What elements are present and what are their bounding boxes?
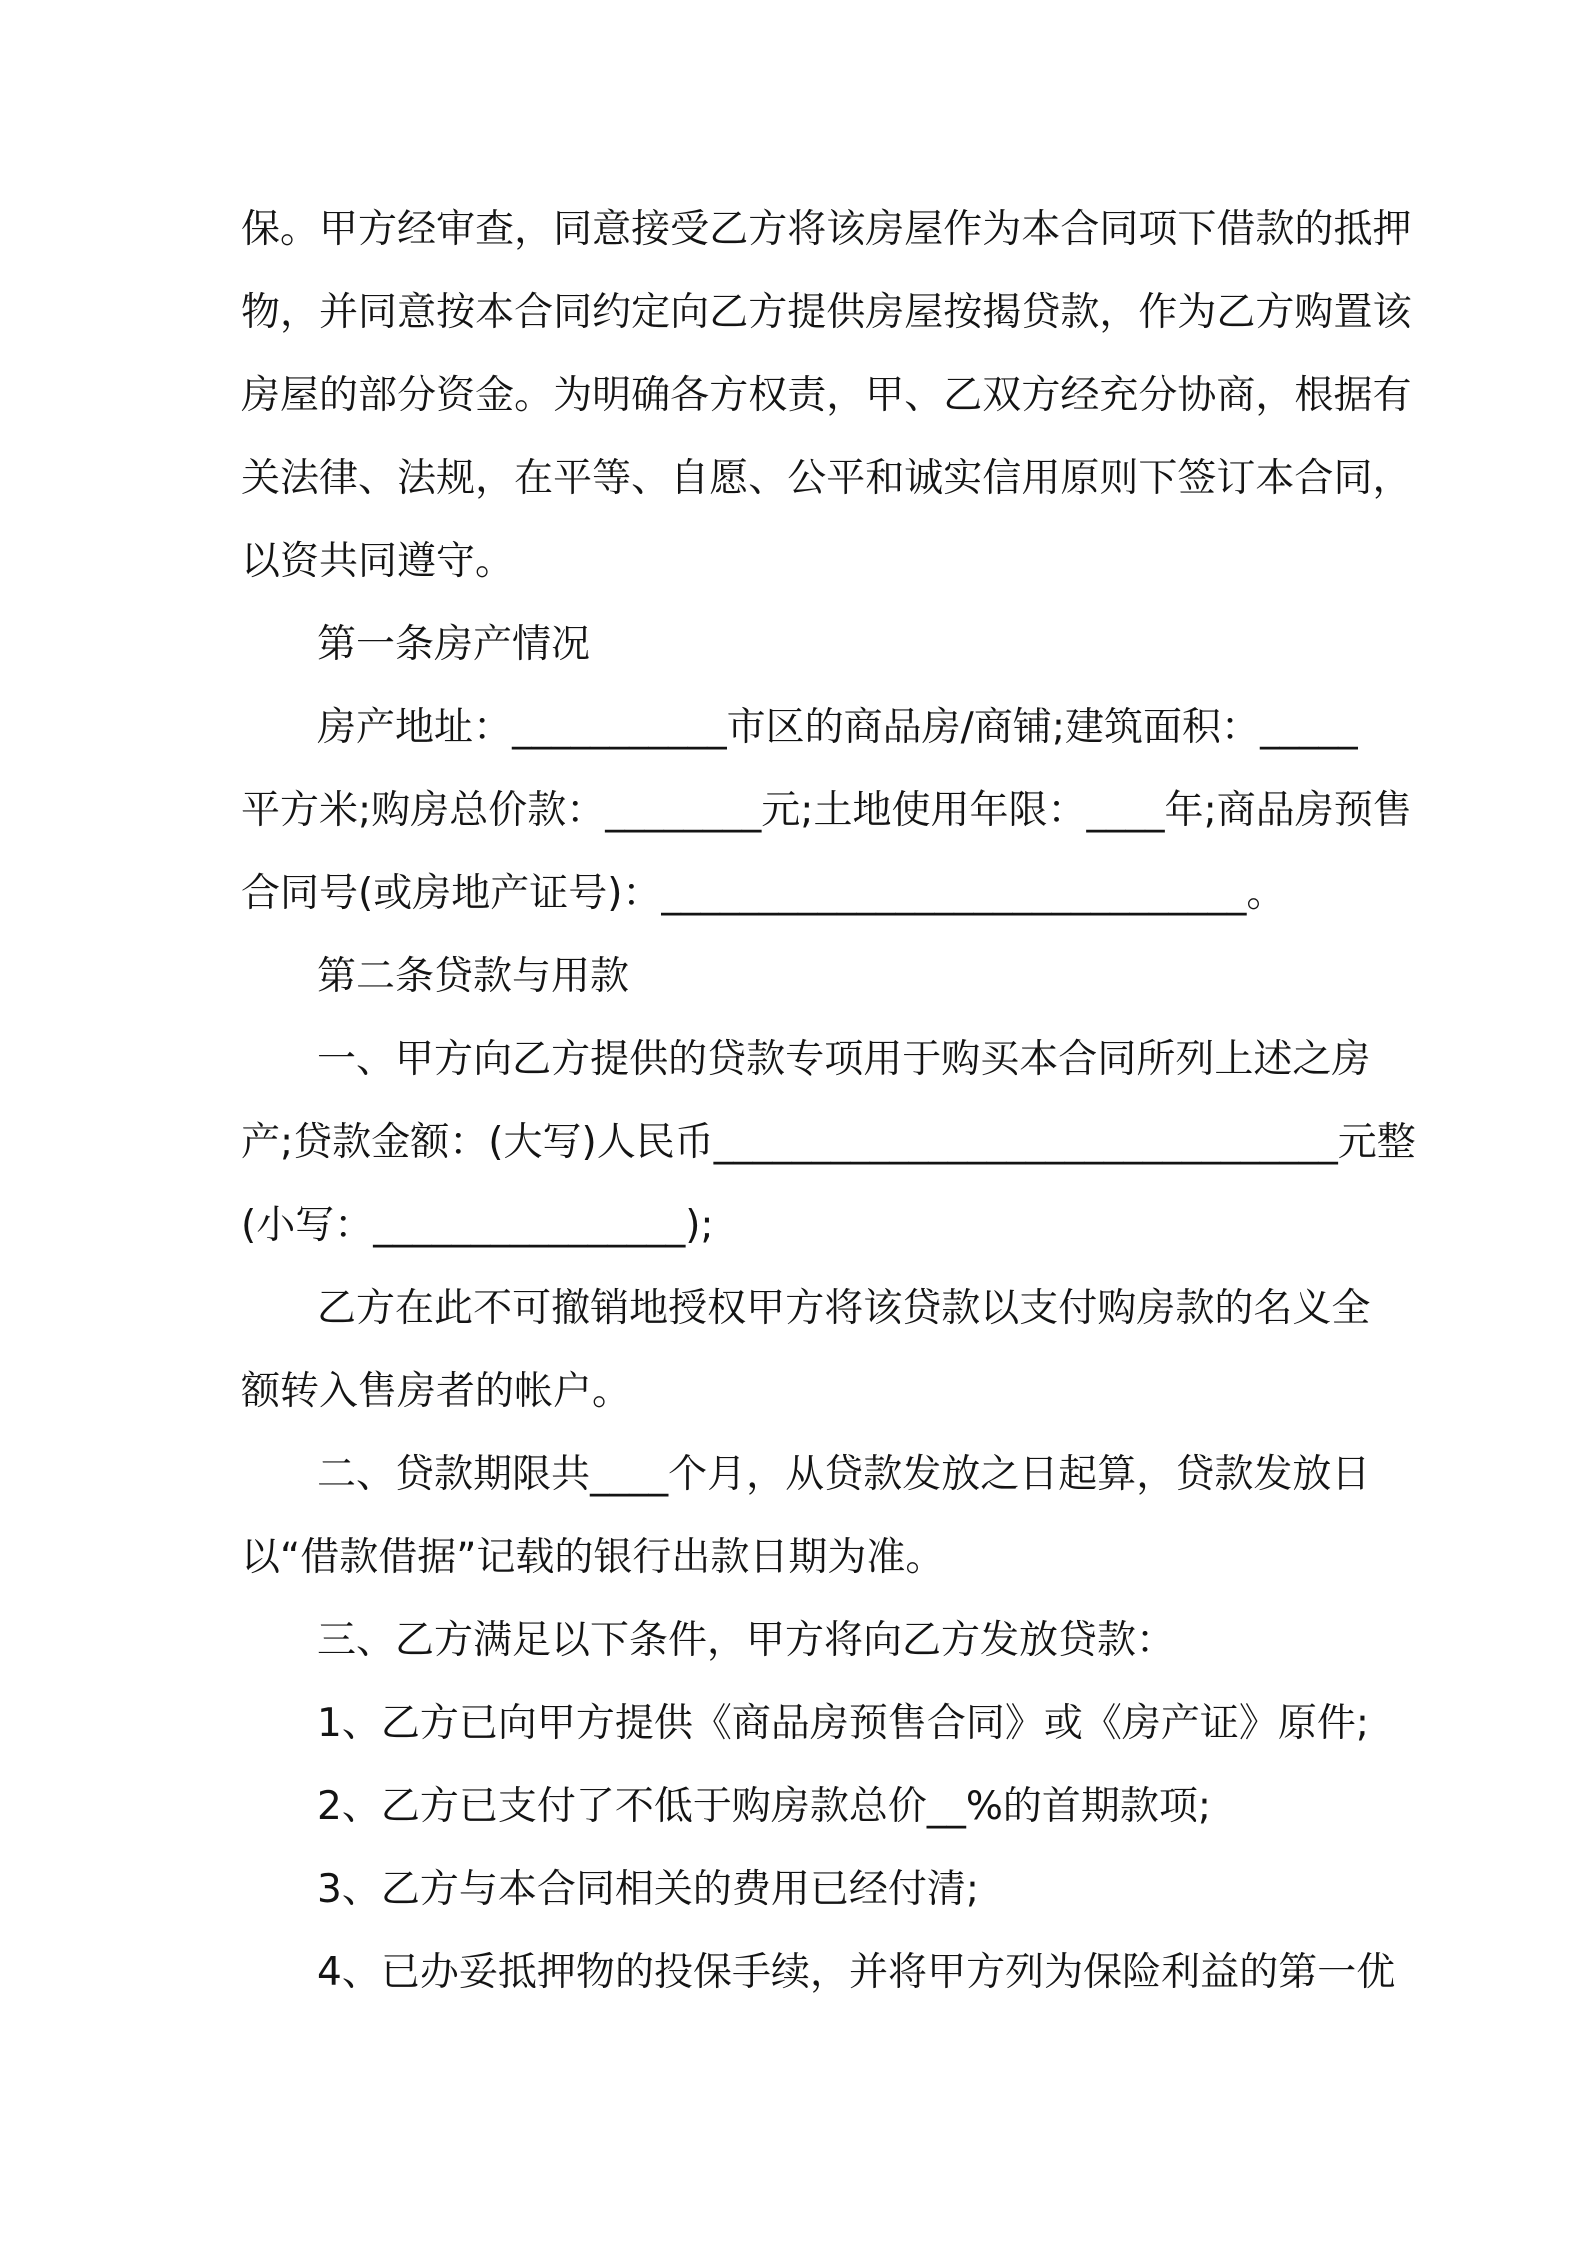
- text-line: 额转入售房者的帐户。: [241, 1369, 632, 1414]
- document-page: [241, 188, 1416, 2014]
- text-line: 以“借款借据”记载的银行出款日期为准。: [241, 1535, 945, 1580]
- text-line: 房 屋 的 部 分 资 金 。 为 明 确 各 方 权 责 ， 甲 、 乙 双 方 经 充 分 协 商 ， 根 据 有: [241, 373, 1412, 418]
- text-line: (小写：________________);: [241, 1203, 714, 1248]
- text-line: 2、乙方已支付了不低于购房款总价__%的首期款项;: [317, 1784, 1212, 1829]
- text-line: 第一条房产情况: [317, 622, 591, 667]
- text-line: 1、乙方已向甲方提供《商品房预售合同》或《房产证》原件;: [317, 1701, 1369, 1746]
- text-line: 3、乙方与本合同相关的费用已经付清;: [317, 1867, 979, 1912]
- text-line: 关 法 律 、 法 规 ， 在 平 等 、 自 愿 、 公 平 和 诚 实 信 用 原 则 下 签 订 本 合 同 ，: [241, 456, 1412, 501]
- text-line: 产 ; 贷 款 金 额 ： ( 大 写 ) 人 民 币 ________________________________ 元 整: [241, 1120, 1416, 1165]
- text-line: 乙 方 在 此 不 可 撤 销 地 授 权 甲 方 将 该 贷 款 以 支 付 购 房 款 的 名 义 全: [317, 1286, 1371, 1331]
- text-line: 合同号(或房地产证号)：______________________________。: [241, 871, 1286, 916]
- text-line: 房 产 地 址 ： ___________ 市 区 的 商 品 房 / 商 铺 ; 建 筑 面 积 ： _____: [317, 705, 1358, 750]
- text-line: 平 方 米 ; 购 房 总 价 款 ： ________ 元 ; 土 地 使 用 年 限 ： ____ 年 ; 商 品 房 预 售: [241, 788, 1412, 833]
- text-line: 以资共同遵守。: [241, 539, 515, 584]
- text-line: 第二条贷款与用款: [317, 954, 630, 999]
- text-line: 保 。 甲 方 经 审 查 ， 同 意 接 受 乙 方 将 该 房 屋 作 为 本 合 同 项 下 借 款 的 抵 押: [241, 207, 1412, 252]
- text-line: 4 、 已 办 妥 抵 押 物 的 投 保 手 续 ， 并 将 甲 方 列 为 保 险 利 益 的 第 一 优: [317, 1950, 1396, 1995]
- text-line: 三、乙方满足以下条件，甲方将向乙方发放贷款：: [317, 1618, 1176, 1663]
- text-line: 物 ， 并 同 意 按 本 合 同 约 定 向 乙 方 提 供 房 屋 按 揭 贷 款 ， 作 为 乙 方 购 置 该: [241, 290, 1412, 335]
- text-line: 二 、 贷 款 期 限 共 ____ 个 月 ， 从 贷 款 发 放 之 日 起 算 ， 贷 款 发 放 日: [317, 1452, 1371, 1497]
- text-line: 一 、 甲 方 向 乙 方 提 供 的 贷 款 专 项 用 于 购 买 本 合 同 所 列 上 述 之 房: [317, 1037, 1371, 1082]
